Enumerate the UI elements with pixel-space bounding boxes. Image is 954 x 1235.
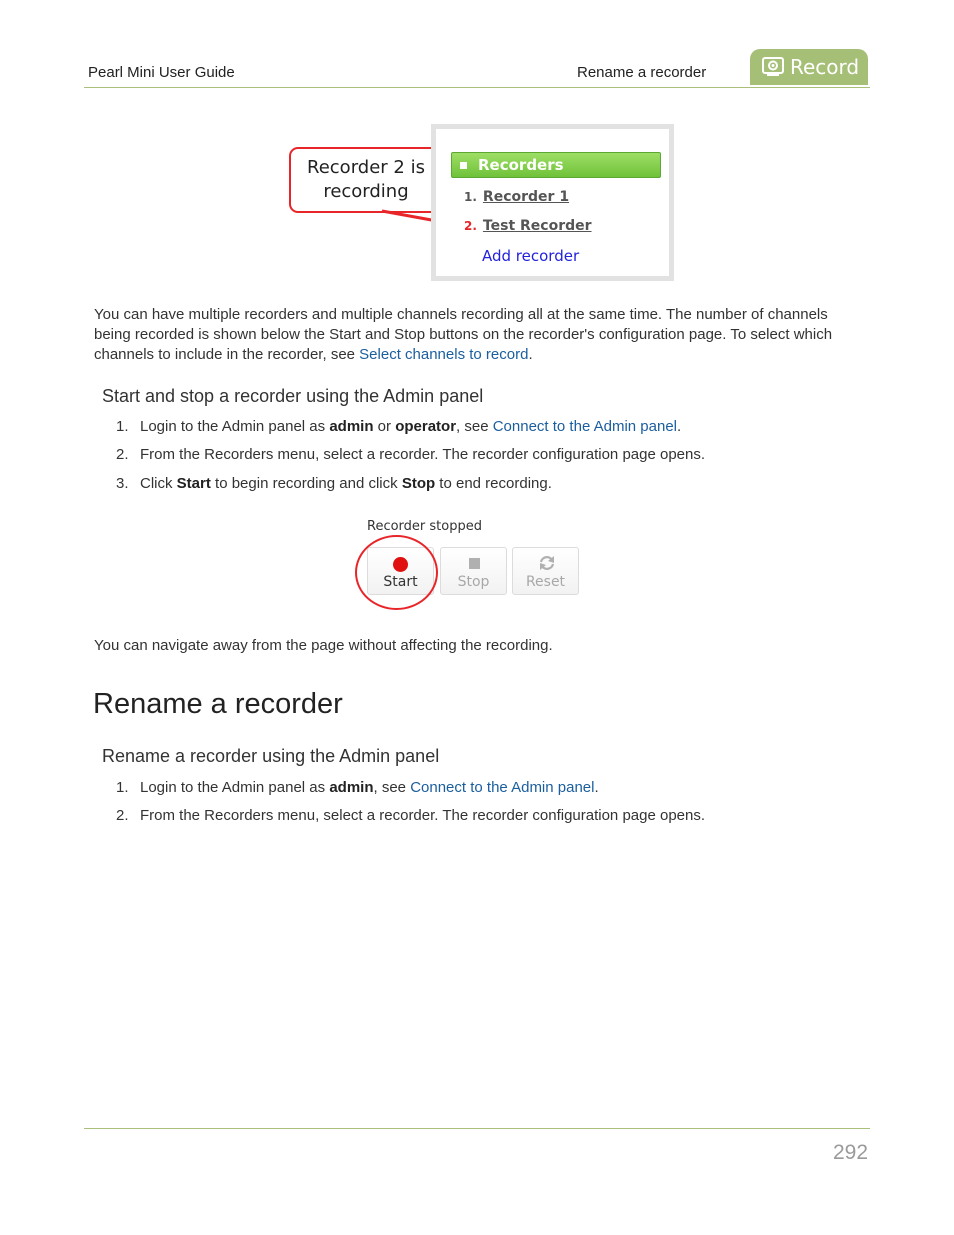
menu-item-label: Test Recorder (482, 218, 592, 234)
header-divider (84, 87, 870, 88)
list-number: 1. (116, 779, 129, 796)
start-highlight-ring (355, 535, 438, 610)
step-text: or (373, 418, 396, 435)
page-number: 292 (833, 1141, 869, 1164)
step-text: . (677, 418, 682, 435)
bold-term-admin: admin (329, 779, 374, 796)
step-text: Click (140, 475, 177, 492)
menu-item-label: Recorder 1 (482, 189, 570, 205)
list-item (0, 807, 954, 827)
intro-text: You can have multiple recorders and multiple channels recording all at the same time. The number of channels being recorded is shown below the Start and Stop buttons on the recorder's configuration page. To select which channels to include in the recorder, see (94, 306, 833, 363)
bold-term-stop: Stop (401, 475, 436, 492)
step-text: , see (373, 779, 411, 796)
recorder-status: Recorder stopped (367, 519, 482, 534)
step-text: to begin recording and click (210, 475, 402, 492)
recorders-menu-header[interactable] (451, 152, 661, 178)
step-text: Login to the Admin panel as (140, 418, 330, 435)
step-text: Login to the Admin panel as (140, 779, 330, 796)
record-icon (762, 57, 784, 77)
stop-button[interactable] (440, 547, 507, 595)
list-item (0, 475, 954, 495)
list-number: 2. (116, 807, 129, 824)
stop-label: Stop (457, 574, 490, 590)
menu-item-number: 2. (464, 219, 477, 233)
select-channels-link[interactable]: Select channels to record (359, 346, 529, 363)
menu-item-recorder-1[interactable] (464, 189, 569, 205)
rename-section-title: Rename a recorder (93, 688, 343, 720)
reset-button[interactable] (512, 547, 579, 595)
recording-callout (289, 147, 443, 213)
step-text: . (594, 779, 599, 796)
step-text: From the Recorders menu, select a recorder. The recorder configuration page opens. (140, 807, 706, 824)
connect-admin-panel-link[interactable]: Connect to the Admin panel (410, 779, 595, 796)
footer-divider (84, 1128, 870, 1129)
step-text: From the Recorders menu, select a recorder. The recorder configuration page opens. (140, 446, 706, 463)
list-number: 1. (116, 418, 129, 435)
callout-line-1: Recorder 2 is (307, 157, 425, 178)
start-label: Start (383, 574, 418, 590)
intro-end: . (528, 346, 533, 363)
start-stop-heading: Start and stop a recorder using the Admin panel (102, 386, 484, 406)
refresh-icon (537, 554, 557, 572)
bold-term-operator: operator (395, 418, 457, 435)
add-recorder-link[interactable]: Add recorder (482, 247, 580, 265)
callout-line-2: recording (323, 181, 409, 202)
step-text: to end recording. (435, 475, 552, 492)
list-number: 3. (116, 475, 129, 492)
record-tab-label: Record (790, 55, 860, 79)
stop-square-icon (469, 558, 480, 569)
menu-item-test-recorder[interactable] (464, 218, 592, 234)
bold-term-start: Start (176, 475, 211, 492)
navigate-note: You can navigate away from the page without affecting the recording. (94, 637, 553, 654)
recorders-menu-screenshot (431, 124, 674, 281)
list-item (0, 779, 954, 799)
record-tab (750, 49, 868, 85)
bold-term-admin: admin (329, 418, 374, 435)
list-item (0, 418, 954, 438)
reset-label: Reset (525, 574, 566, 590)
step-text: , see (456, 418, 493, 435)
section-title: Rename a recorder (577, 64, 707, 81)
list-number: 2. (116, 446, 129, 463)
guide-title: Pearl Mini User Guide (88, 64, 235, 81)
intro-paragraph (94, 305, 864, 365)
rename-heading: Rename a recorder using the Admin panel (102, 746, 440, 766)
connect-admin-panel-link[interactable]: Connect to the Admin panel (492, 418, 678, 435)
bullet-square-icon (460, 162, 467, 169)
recorders-menu-title: Recorders (478, 156, 564, 174)
menu-item-number: 1. (464, 190, 477, 204)
list-item (0, 446, 954, 466)
